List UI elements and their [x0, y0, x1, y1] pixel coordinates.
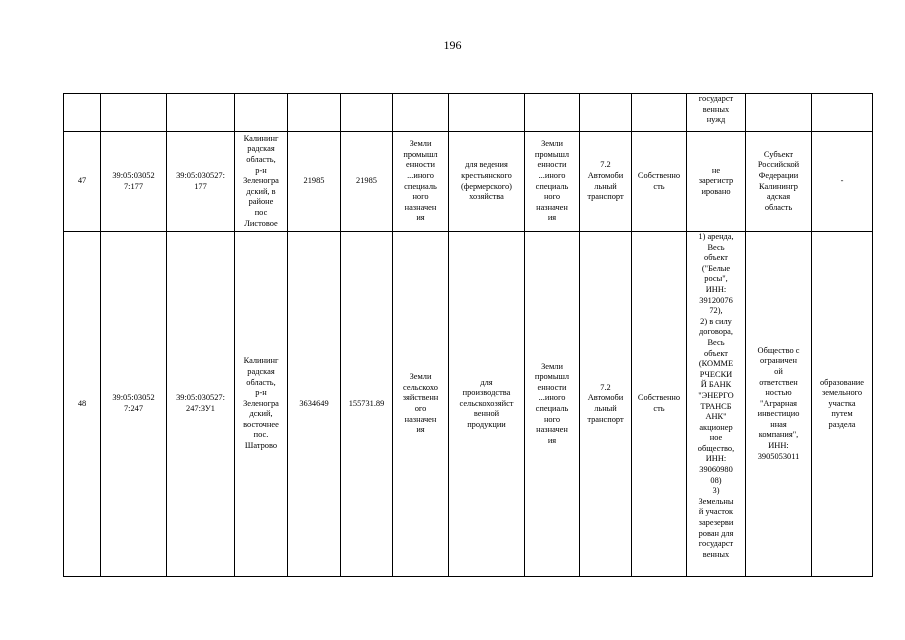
cell-line: ностью — [765, 388, 792, 398]
cell-line: 2) в силу — [700, 316, 732, 326]
permitted-use — [449, 232, 525, 577]
cell-line: Автомоби — [587, 393, 624, 403]
page-number: 196 — [443, 38, 462, 52]
cell-line: Земельны — [698, 496, 734, 506]
cell-line: продукции — [467, 419, 506, 429]
cell-line: Зеленогра — [243, 176, 279, 186]
cell-line: - — [840, 176, 844, 186]
cell-line: промышл — [403, 149, 438, 159]
location — [235, 132, 288, 232]
land-category-new — [525, 132, 580, 232]
row-number: 48 — [64, 232, 101, 577]
cell-line: ировано — [701, 186, 731, 196]
cell-line: венной — [473, 409, 500, 419]
cell-line: (фермерского) — [461, 181, 512, 191]
encumbrance-cell — [687, 94, 746, 132]
cell-line: 39:05:030527: — [176, 393, 225, 403]
cell-line: АНК" — [705, 412, 727, 422]
cell-line: общество, — [697, 443, 735, 453]
cadastral-number — [101, 232, 167, 577]
cell-line: Калинингр — [759, 181, 798, 191]
cell-line: транспорт — [587, 192, 624, 202]
cell-line: ...иного — [538, 393, 566, 403]
cell-line: для ведения — [465, 160, 508, 170]
cell-line: 39:05:030527: — [176, 170, 225, 180]
cell-line: инвестицио — [757, 409, 800, 419]
cell-line: область, — [246, 377, 276, 387]
cell-line: Весь — [707, 337, 725, 347]
cell-line: область — [764, 202, 793, 212]
cell-line: зарезерви — [698, 518, 734, 528]
permitted-use — [449, 132, 525, 232]
cell-line: сть — [653, 181, 665, 191]
cell-line: радская — [247, 144, 275, 154]
cell-line: ...иного — [407, 170, 434, 180]
cell-line: рован для — [698, 528, 734, 538]
cell-line: зарегистр — [698, 176, 734, 186]
land-category — [393, 132, 449, 232]
cell-line: Автомоби — [587, 170, 624, 180]
cell-line: сельскохозяйст — [459, 398, 514, 408]
cell-line: Земли — [409, 372, 432, 382]
cell-line: ного — [412, 192, 429, 202]
cell-line: Шатрово — [244, 441, 278, 451]
cell-line: льный — [594, 404, 617, 413]
area-part: 21985 — [341, 132, 393, 232]
note — [812, 232, 873, 577]
encumbrance-cell — [687, 232, 746, 577]
note — [812, 132, 873, 232]
cell-line: государст — [698, 94, 734, 103]
cell-line: 7:247 — [123, 404, 144, 413]
cell-line: образование — [819, 377, 865, 387]
cell-line: назначен — [404, 202, 437, 212]
cell-line: ИНН: — [768, 441, 789, 451]
cell-line: Калининг — [243, 356, 279, 366]
cell-line: ного — [543, 192, 561, 202]
cell-line: пос — [254, 207, 268, 217]
cell-line: акционер — [699, 422, 733, 432]
cell-line: ответствен — [759, 377, 798, 387]
cell-line: ия — [416, 425, 425, 435]
cadastral-number — [101, 132, 167, 232]
cell-line: хозяйства — [469, 192, 504, 202]
cell-line: специаль — [404, 181, 437, 191]
cell-line: специаль — [535, 404, 569, 413]
cell-line: промышл — [534, 372, 570, 382]
cell-line: 72), — [709, 306, 723, 316]
cell-line: специаль — [535, 181, 569, 191]
cell-line: 08) — [710, 475, 722, 485]
cell-line: льный — [594, 181, 617, 191]
cell-line: Земли — [409, 139, 432, 149]
cell-line: ия — [547, 213, 557, 223]
cell-line: Собственно — [637, 170, 681, 180]
cell-line: земельного — [821, 388, 863, 398]
owner — [746, 232, 812, 577]
cell-line: Й БАНК — [700, 380, 732, 390]
encumbrance-cell — [687, 132, 746, 232]
cell-line: ИНН: — [705, 284, 727, 294]
cell-line: 3) — [712, 486, 720, 496]
purpose — [580, 232, 632, 577]
cell-line: сельскохо — [403, 382, 438, 392]
land-register-table — [63, 93, 873, 577]
cell-line: Зеленогра — [243, 398, 279, 408]
cell-line: ное — [709, 433, 723, 443]
table-row — [64, 232, 873, 577]
cell-line: Общество с — [757, 345, 800, 355]
cell-line: компания", — [758, 430, 799, 440]
cell-line: 177 — [194, 181, 207, 191]
cell-line: 39:05:03052 — [112, 170, 155, 180]
right-type — [632, 132, 687, 232]
cell-line: крестьянского — [461, 170, 512, 180]
cell-line: адская — [766, 192, 791, 202]
cell-line: Калининг — [243, 133, 279, 143]
cell-line: ТРАНСБ — [700, 401, 732, 411]
right-type — [632, 232, 687, 577]
cell-line: (КОММЕ — [698, 359, 734, 369]
cell-line: ограничен — [760, 356, 797, 366]
cell-line: назначен — [536, 425, 568, 435]
cell-line: нная — [770, 419, 787, 429]
cell-line: назначен — [404, 414, 437, 424]
cell-line: ...иного — [538, 170, 566, 180]
area-total: 21985 — [288, 132, 341, 232]
land-category — [393, 232, 449, 577]
area-part: 155731.89 — [341, 232, 393, 577]
row-number: 47 — [64, 132, 101, 232]
cell-line: нужд — [706, 115, 726, 125]
cell-line: РЧЕСКИ — [699, 369, 733, 379]
cell-line: Субъект — [763, 149, 794, 159]
cell-line: "ЭНЕРГО — [698, 390, 734, 400]
cell-line: ой — [774, 366, 783, 376]
cell-line: ("Белые — [701, 263, 731, 273]
cell-line: енности — [537, 160, 567, 170]
cell-line: Земли — [541, 139, 563, 149]
cell-line: радская — [247, 366, 275, 376]
cell-line: енности — [537, 382, 567, 392]
cell-line: зяйственн — [402, 393, 439, 403]
table-row-continuation — [64, 94, 873, 132]
cell-line: область, — [246, 155, 276, 165]
cell-line: росы", — [704, 274, 728, 284]
cell-line: 7.2 — [600, 382, 611, 392]
parcel-number — [167, 132, 235, 232]
cell-line: производства — [462, 388, 511, 398]
cell-line: венных — [702, 104, 730, 114]
cell-line: Земли — [541, 361, 563, 371]
cell-line: пос. — [253, 430, 269, 440]
cell-line: промышл — [534, 149, 570, 159]
cell-line: ия — [416, 213, 425, 223]
cell-line: государст — [698, 539, 734, 549]
location — [235, 232, 288, 577]
cell-line: р-н — [255, 388, 267, 398]
cell-line: дский, в — [246, 186, 276, 196]
cell-line: ия — [547, 435, 557, 445]
land-category-new — [525, 232, 580, 577]
cell-line: венных — [702, 549, 730, 559]
cell-line: й участок — [698, 507, 734, 517]
cell-line: Собственно — [637, 393, 681, 403]
cell-line: транспорт — [587, 414, 624, 424]
table-row — [64, 132, 873, 232]
cell-line: 39060980 — [699, 465, 733, 475]
cell-line: Российской — [757, 160, 800, 170]
cell-line: "Аграрная — [759, 398, 798, 408]
cell-line: объект — [704, 253, 728, 263]
cell-line: восточнее — [243, 419, 279, 429]
cell-line: для — [480, 377, 493, 387]
cell-line: 3905053011 — [757, 451, 800, 461]
cell-line: 39120076 — [699, 295, 733, 305]
cell-line: договора, — [699, 327, 733, 337]
cell-line: объект — [704, 348, 728, 358]
cell-line: р-н — [255, 165, 267, 175]
cell-line: Весь — [707, 242, 725, 252]
owner — [746, 132, 812, 232]
cell-line: ного — [543, 414, 561, 424]
cell-line: участка — [828, 398, 856, 408]
cell-line: енности — [406, 160, 435, 170]
cell-line: 1) аренда, — [698, 232, 734, 241]
cell-line: сть — [653, 404, 665, 413]
parcel-number — [167, 232, 235, 577]
cell-line: Листовое — [244, 218, 278, 228]
cell-line: 7.2 — [600, 160, 611, 170]
cell-line: Федерации — [758, 170, 799, 180]
cell-line: 7:177 — [123, 181, 144, 191]
cell-line: не — [711, 165, 721, 175]
cell-line: дский, — [249, 409, 273, 419]
purpose — [580, 132, 632, 232]
cell-line: ого — [414, 404, 427, 413]
area-total: 3634649 — [288, 232, 341, 577]
cell-line: ИНН: — [705, 454, 727, 464]
cell-line: 247:ЗУ1 — [186, 404, 215, 413]
cell-line: районе — [248, 197, 274, 207]
cell-line: назначен — [536, 202, 568, 212]
cell-line: 39:05:03052 — [112, 393, 155, 403]
cell-line: путем — [831, 409, 853, 419]
cell-line: раздела — [828, 419, 856, 429]
